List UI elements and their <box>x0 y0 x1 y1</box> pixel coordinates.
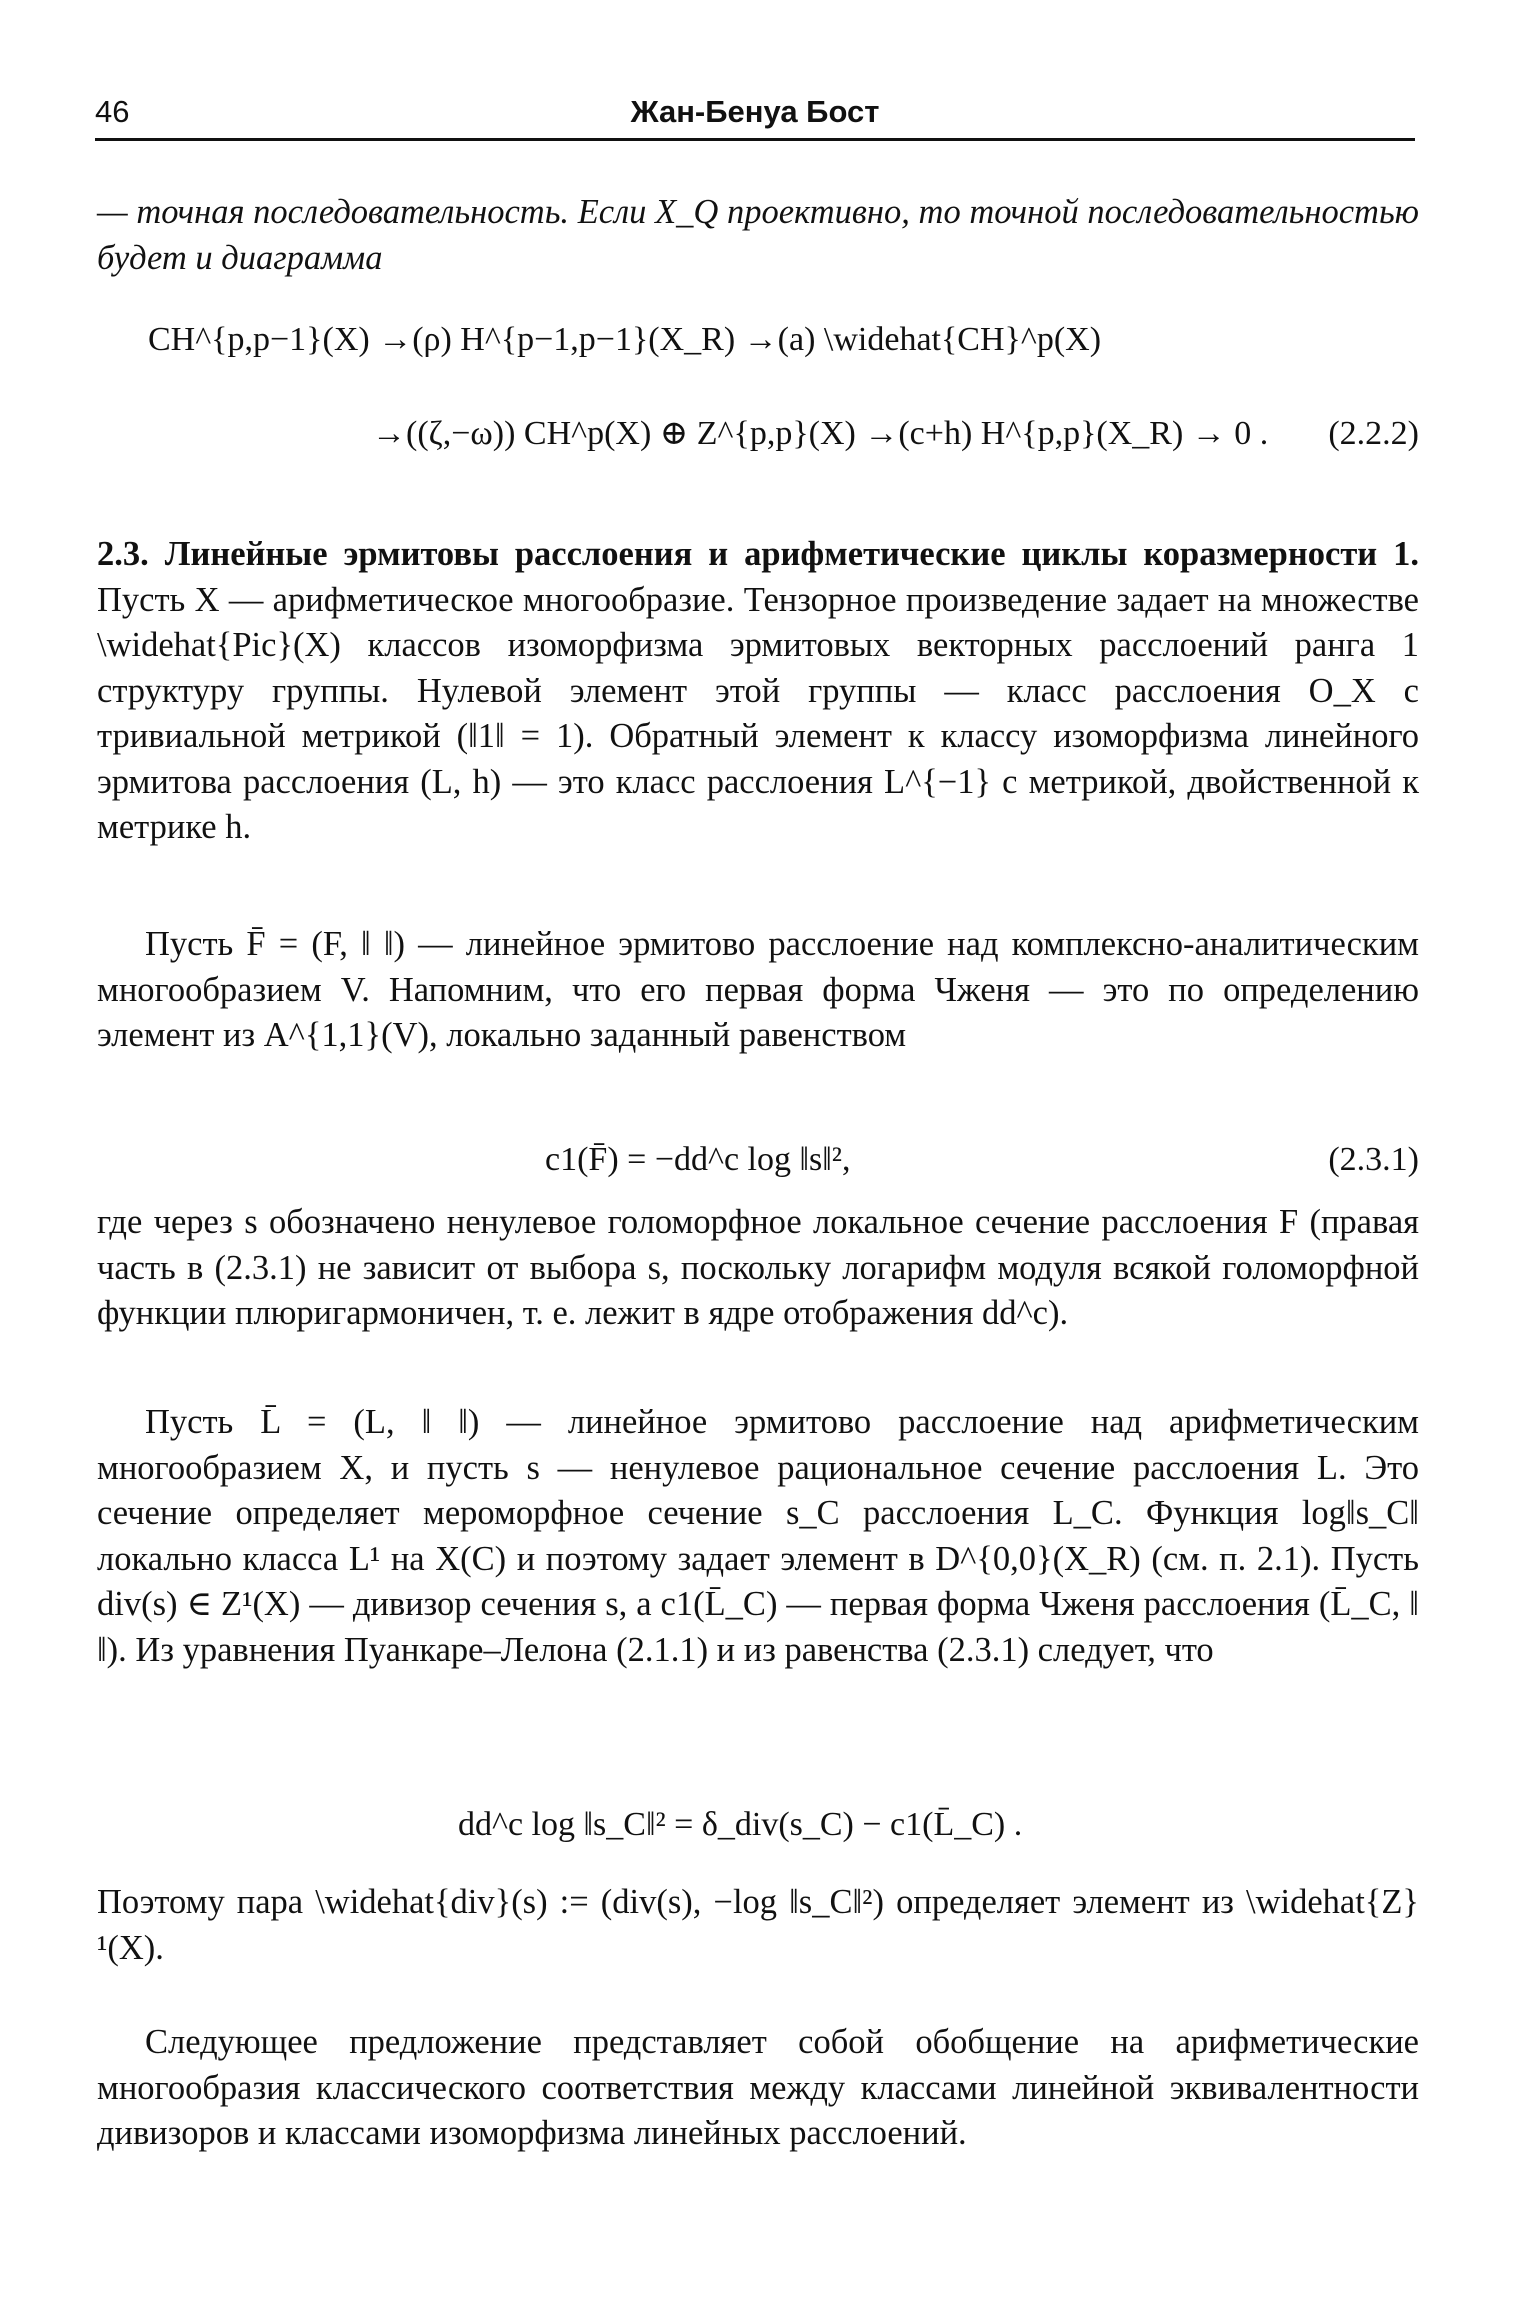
section-2-3-paragraph <box>97 532 1419 851</box>
paragraph-proposition-intro-text: Следующее предложение представляет собой обобщение на арифметические многообразия классического соответствия между классами линейной эквивалентности дивизоров и классами изоморфизма линейных расслоений. <box>97 2023 1419 2152</box>
paragraph-chern-form-text: Пусть F̄ = (F, ‖ ‖) — линейное эрмитово расслоение над комплексно-аналитическим многообразием V. Напомним, что его первая форма Чженя — это по определению элемент из A^{1,1}(V), локально заданный равенством <box>97 925 1419 1054</box>
paragraph-arithmetic-bundle-text: Пусть L̄ = (L, ‖ ‖) — линейное эрмитово расслоение над арифметическим многообразием X, и пусть s — ненулевое рациональное сечение расслоения L. Это сечение определяет мероморфное сечение s_C расслоения L_C. Функция log‖s_C‖ локально класса L¹ на X(C) и поэтому задает элемент в D^{0,0}(X_R) (см. п. 2.1). Пусть div(s) ∈ Z¹(X) — дивизор сечения s, а c1(L̄_C) — первая форма Чженя расслоения (L̄_C, ‖ ‖). Из уравнения Пуанкаре–Лелона (2.1.1) и из равенства (2.3.1) следует, что <box>97 1403 1419 1669</box>
equation-number-2-2-2: (2.2.2) <box>1328 415 1419 452</box>
running-header <box>95 92 1415 141</box>
equation-poincare-lelong: dd^c log ‖s_C‖² = δ_div(s_C) − c1(L̄_C) . <box>458 1806 1023 1843</box>
equation-2-3-1: c1(F̄) = −dd^c log ‖s‖², <box>545 1141 851 1178</box>
paragraph-arithmetic-bundle <box>97 1400 1419 1673</box>
running-head-author: Жан-Бенуа Бост <box>630 94 880 129</box>
page-number: 46 <box>95 94 130 129</box>
display-2-2-2-line1: CH^{p,p−1}(X) →(ρ) H^{p−1,p−1}(X_R) →(a) \widehat{CH}^p(X) <box>148 321 1102 358</box>
equation-number-2-3-1: (2.3.1) <box>1328 1141 1419 1178</box>
display-2-2-2-line2: →((ζ,−ω)) CH^p(X) ⊕ Z^{p,p}(X) →(c+h) H^{p,p}(X_R) → 0 . <box>372 415 1269 452</box>
paragraph-proposition-intro <box>97 2020 1419 2157</box>
section-title: Линейные эрмитовы расслоения и арифметические циклы коразмерности 1. <box>164 535 1419 573</box>
paragraph-chern-form <box>97 922 1419 1059</box>
paragraph-div-pair: Поэтому пара \widehat{div}(s) := (div(s), −log ‖s_C‖²) определяет элемент из \widehat{Z}¹(X). <box>97 1883 1419 1967</box>
continuation-text: — точная последовательность. Если X_Q проективно, то точной последовательностью будет и диаграмма <box>97 193 1419 277</box>
paragraph-section-note: где через s обозначено ненулевое голоморфное локальное сечение расслоения F (правая часть в (2.3.1) не зависит от выбора s, поскольку логарифм модуля всякой голоморфной функции плюригармоничен, т. е. лежит в ядре отображения dd^c). <box>97 1203 1419 1332</box>
section-2-3-text: Пусть X — арифметическое многообразие. Тензорное произведение задает на множестве \widehat{Pic}(X) классов изоморфизма эрмитовых векторных расслоений ранга 1 структуру группы. Нулевой элемент этой группы — класс расслоения O_X с тривиальной метрикой (‖1‖ = 1). Обратный элемент к классу изоморфизма линейного эрмитова расслоения (L, h) — это класс расслоения L^{−1} с метрикой, двойственной к метрике h. <box>97 580 1419 846</box>
section-number: 2.3. <box>97 535 149 573</box>
